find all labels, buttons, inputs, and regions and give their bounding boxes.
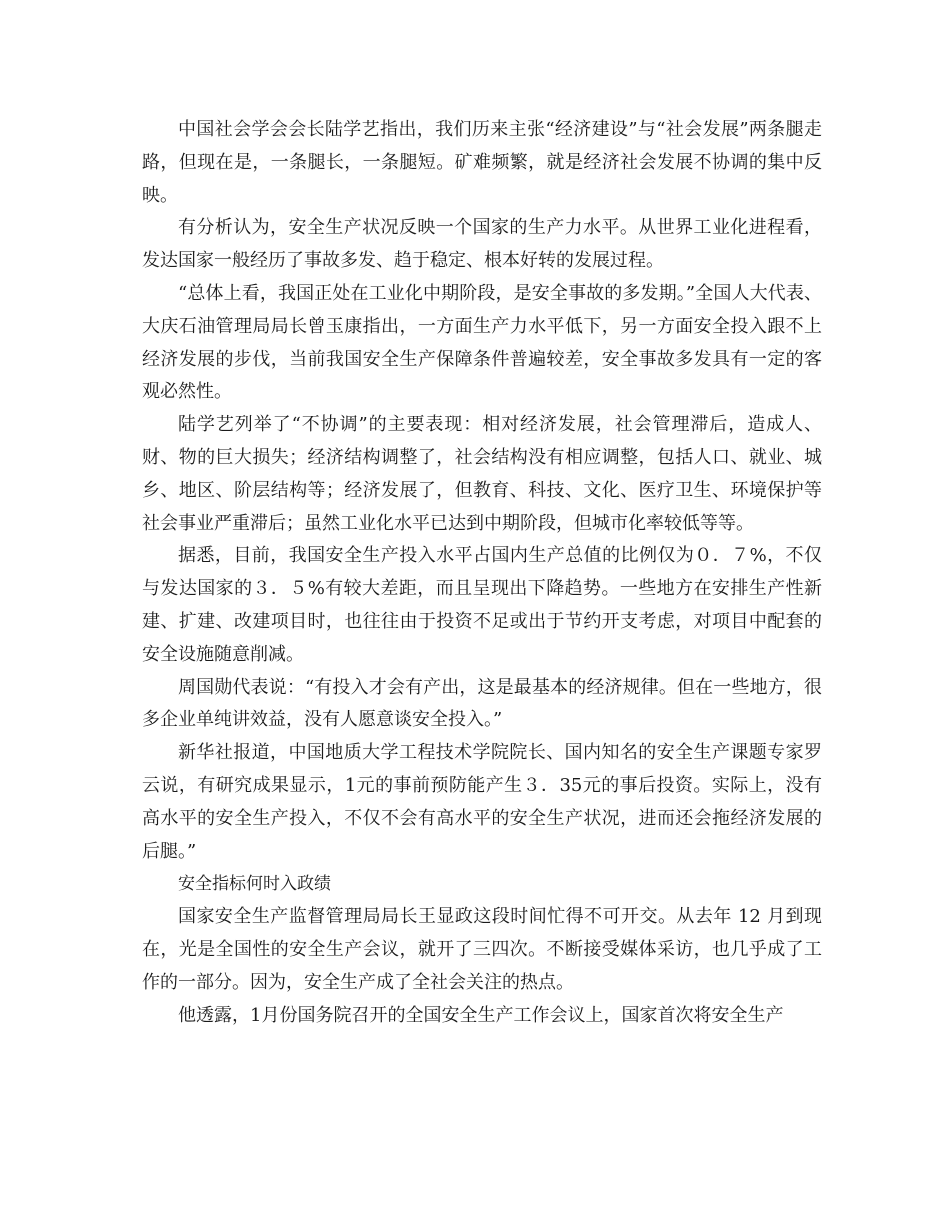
paragraph: 陆学艺列举了“不协调”的主要表现：相对经济发展，社会管理滞后，造成人、财、物的巨大损失；经济结构调整了，社会结构没有相应调整，包括人口、就业、城乡、地区、阶层结构等；经济发展了，但教育、科技、文化、医疗卫生、环境保护等社会事业严重滞后；虽然工业化水平已达到中期阶段，但城市化率较低等等。 bbox=[142, 414, 822, 534]
paragraph: 新华社报道，中国地质大学工程技术学院院长、国内知名的安全生产课题专家罗云说，有研究成果显示，1元的事前预防能产生３．35元的事后投资。实际上，没有高水平的安全生产投入，不仅不会有高水平的安全生产状况，进而还会拖经济发展的后腿。” bbox=[142, 742, 822, 862]
paragraph: 中国社会学会会长陆学艺指出，我们历来主张“经济建设”与“社会发展”两条腿走路，但现在是，一条腿长，一条腿短。矿难频繁，就是经济社会发展不协调的集中反映。 bbox=[142, 119, 822, 206]
article-body bbox=[142, 114, 822, 1032]
paragraph: 有分析认为，安全生产状况反映一个国家的生产力水平。从世界工业化进程看，发达国家一般经历了事故多发、趋于稳定、根本好转的发展过程。 bbox=[142, 217, 822, 272]
paragraph: 他透露，1月份国务院召开的全国安全生产工作会议上，国家首次将安全生产 bbox=[178, 1004, 784, 1026]
paragraph: 国家安全生产监督管理局局长王显政这段时间忙得不可开交。从去年 12 月到现在，光是全国性的安全生产会议，就开了三四次。不断接受媒体采访，也几乎成了工作的一部分。因为，安全生产成了全社会关注的热点。 bbox=[142, 906, 822, 993]
paragraph: 周国勋代表说：“有投入才会有产出，这是最基本的经济规律。但在一些地方，很多企业单纯讲效益，没有人愿意谈安全投入。” bbox=[142, 676, 822, 731]
section-subheading: 安全指标何时入政绩 bbox=[178, 874, 331, 895]
paragraph: 据悉，目前，我国安全生产投入水平占国内生产总值的比例仅为０．７%，不仅与发达国家的３．５%有较大差距，而且呈现出下降趋势。一些地方在安排生产性新建、扩建、改建项目时，也往往由于投资不足或出于节约开支考虑，对项目中配套的安全设施随意削减。 bbox=[142, 545, 822, 665]
paragraph: “总体上看，我国正处在工业化中期阶段，是安全事故的多发期。”全国人大代表、大庆石油管理局局长曾玉康指出，一方面生产力水平低下，另一方面安全投入跟不上经济发展的步伐，当前我国安全生产保障条件普遍较差，安全事故多发具有一定的客观必然性。 bbox=[142, 282, 822, 403]
